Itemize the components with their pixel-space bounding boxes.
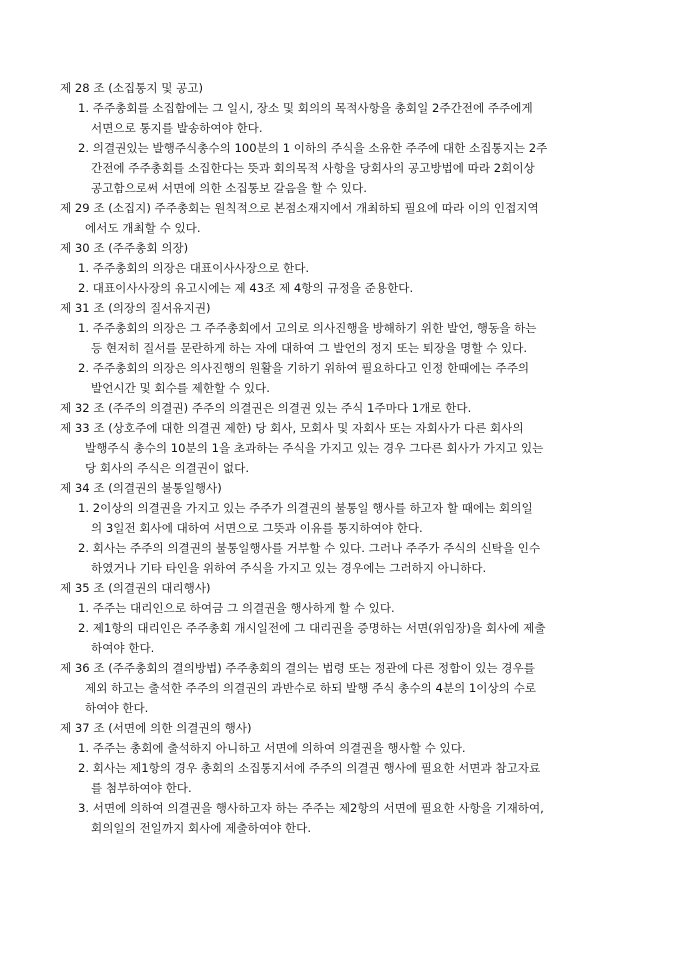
- article-28-item-1: 1. 주주총회를 소집함에는 그 일시, 장소 및 회의의 목적사항을 총회일 2주간전에 주주에게: [78, 101, 533, 115]
- article-30-item-2: 2. 대표이사사장의 유고시에는 제 43조 제 4항의 규정을 준용한다.: [78, 281, 414, 295]
- article-31-item-1: 1. 주주총회의 의장은 그 주주총회에서 고의로 의사진행을 방해하기 위한 발언, 행동을 하는: [78, 321, 537, 335]
- article-31-item-1-cont: 등 현저히 질서를 문란하게 하는 자에 대하여 그 발언의 정지 또는 퇴장을 명할 수 있다.: [91, 341, 528, 355]
- article-29-text: 제 29 조 (소집지) 주주총회는 원칙적으로 본점소재지에서 개최하되 필요에 따라 이의 인접지역: [60, 201, 539, 215]
- article-28-heading: 제 28 조 (소집통지 및 공고): [60, 81, 204, 95]
- article-28-item-1-cont: 서면으로 통지를 발송하여야 한다.: [91, 121, 263, 135]
- article-31-item-2-cont: 발언시간 및 회수를 제한할 수 있다.: [91, 381, 270, 395]
- article-37-item-2-cont: 를 첨부하여야 한다.: [91, 781, 192, 795]
- article-29-text-cont: 에서도 개최할 수 있다.: [85, 221, 201, 235]
- article-36-text-cont: 제외 하고는 출석한 주주의 의결권의 과반수로 하되 발행 주식 총수의 4분의 1이상의 수로: [85, 681, 536, 695]
- article-37-item-2: 2. 회사는 제1항의 경우 총회의 소집통지서에 주주의 의결권 행사에 필요한 서면과 참고자료: [78, 761, 541, 775]
- article-37-heading: 제 37 조 (서면에 의한 의결권의 행사): [60, 721, 252, 735]
- article-35-item-2: 2. 제1항의 대리인은 주주총회 개시일전에 그 대리권을 증명하는 서면(위임장)을 회사에 제출: [78, 621, 546, 635]
- article-37-item-3: 3. 서면에 의하여 의결권을 행사하고자 하는 주주는 제2항의 서면에 필요한 사항을 기재하여,: [78, 801, 544, 815]
- article-35-item-1: 1. 주주는 대리인으로 하여금 그 의결권을 행사하게 할 수 있다.: [78, 601, 395, 615]
- article-30-item-1: 1. 주주총회의 의장은 대표이사사장으로 한다.: [78, 261, 310, 275]
- article-37-item-3-cont: 회의일의 전일까지 회사에 제출하여야 한다.: [91, 821, 312, 835]
- article-34-item-2-cont: 하였거나 기타 타인을 위하여 주식을 가지고 있는 경우에는 그러하지 아니하다.: [91, 561, 487, 575]
- article-31-heading: 제 31 조 (의장의 질서유지권): [60, 301, 211, 315]
- article-34-item-2: 2. 회사는 주주의 의결권의 불통일행사를 거부할 수 있다. 그러나 주주가 주식의 신탁을 인수: [78, 541, 541, 555]
- article-34-item-1-cont: 의 3일전 회사에 대하여 서면으로 그뜻과 이유를 통지하여야 한다.: [91, 521, 423, 535]
- article-28-item-2-cont: 간전에 주주총회를 소집한다는 뜻과 회의목적 사항을 당회사의 공고방법에 따라 2회이상: [91, 161, 535, 175]
- article-28-item-2-cont: 공고함으로써 서면에 의한 소집통보 갈음을 할 수 있다.: [91, 181, 367, 195]
- article-36-text: 제 36 조 (주주총회의 결의방법) 주주총회의 결의는 법령 또는 정관에 다른 정함이 있는 경우를: [60, 661, 535, 675]
- article-37-item-1: 1. 주주는 총회에 출석하지 아니하고 서면에 의하여 의결권을 행사할 수 있다.: [78, 741, 466, 755]
- article-35-heading: 제 35 조 (의결권의 대리행사): [60, 581, 211, 595]
- article-33-text: 제 33 조 (상호주에 대한 의결권 제한) 당 회사, 모회사 및 자회사 또는 자회사가 다른 회사의: [60, 421, 524, 435]
- article-33-text-cont: 당 회사의 주식은 의결권이 없다.: [85, 461, 250, 475]
- article-34-heading: 제 34 조 (의결권의 불통일행사): [60, 481, 222, 495]
- article-32-text: 제 32 조 (주주의 의결권) 주주의 의결권은 의결권 있는 주식 1주마다 1개로 한다.: [60, 401, 472, 415]
- article-35-item-2-cont: 하여야 한다.: [91, 641, 155, 655]
- article-33-text-cont: 발행주식 총수의 10분의 1을 초과하는 주식을 가지고 있는 경우 그다른 회사가 가지고 있는: [85, 441, 544, 455]
- article-30-heading: 제 30 조 (주주총회 의장): [60, 241, 189, 255]
- article-31-item-2: 2. 주주총회의 의장은 의사진행의 원활을 기하기 위하여 필요하다고 인정 한때에는 주주의: [78, 361, 530, 375]
- article-36-text-cont: 하여야 한다.: [85, 701, 149, 715]
- article-28-item-2: 2. 의결권있는 발행주식총수의 100분의 1 이하의 주식을 소유한 주주에 대한 소집통지는 2주: [78, 141, 548, 155]
- article-34-item-1: 1. 2이상의 의결권을 가지고 있는 주주가 의결권의 불통일 행사를 하고자 할 때에는 회의일: [78, 501, 533, 515]
